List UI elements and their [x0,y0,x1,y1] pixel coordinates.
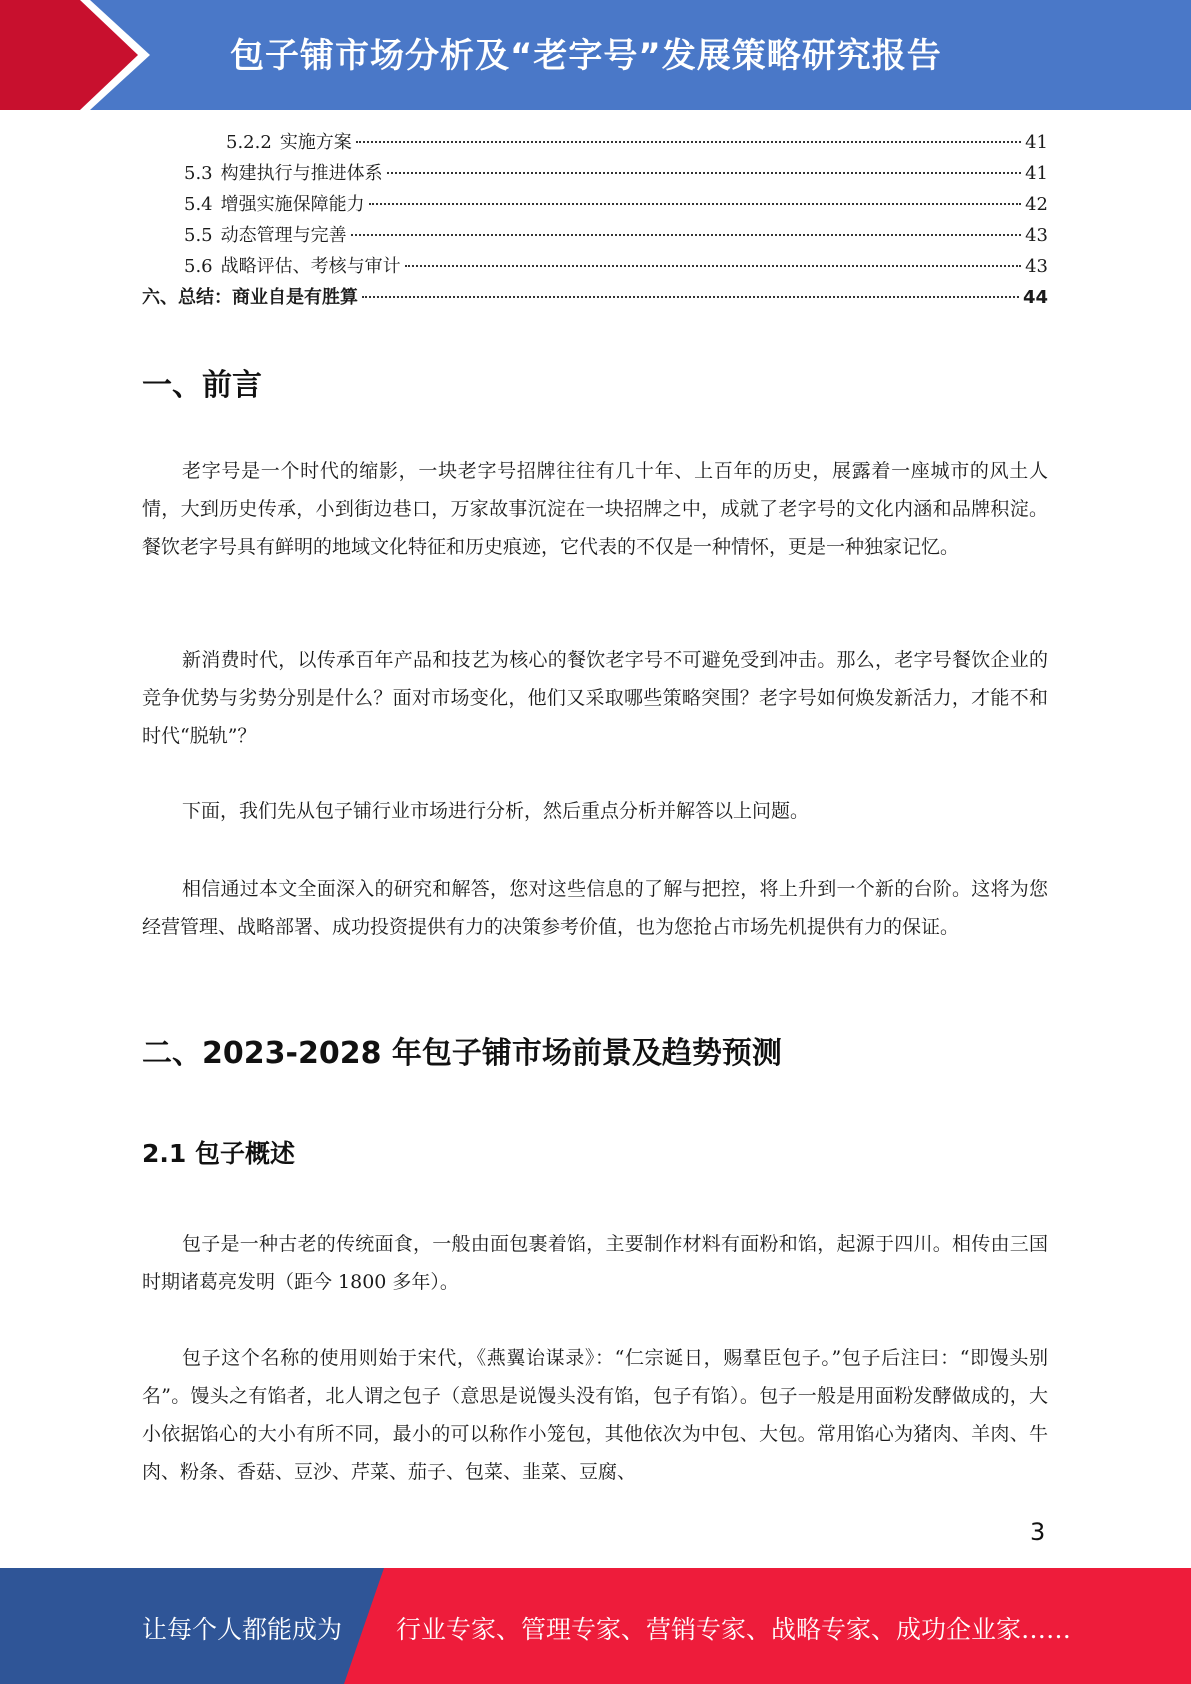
subsection-heading-overview: 2.1 包子概述 [142,1139,295,1168]
toc-entry-title: 战略评估、考核与审计 [220,256,401,277]
toc-entry-page: 42 [1025,194,1048,215]
section-heading-market-outlook: 二、2023-2028 年包子铺市场前景及趋势预测 [142,1036,782,1071]
toc-entry-title: 构建执行与推进体系 [220,163,383,184]
toc-leader-dots [405,265,1021,267]
toc-entry-number: 5.3 [184,163,213,184]
toc-entry[interactable] [142,159,1048,190]
toc-entry-title: 动态管理与完善 [220,225,347,246]
page-number: 3 [1030,1518,1046,1546]
footer-banner [0,1568,1191,1684]
toc-entry[interactable] [142,252,1048,283]
toc-leader-dots [387,172,1021,174]
overview-paragraph-1: 包子是一种古老的传统面食，一般由面包裹着馅，主要制作材料有面粉和馅，起源于四川。相传由三国时期诸葛亮发明（距今 1800 多年）。 [142,1233,1048,1293]
toc-entry[interactable] [142,128,1048,159]
preface-paragraph-1: 老字号是一个时代的缩影，一块老字号招牌往往有几十年、上百年的历史，展露着一座城市的风土人情，大到历史传承，小到街边巷口，万家故事沉淀在一块招牌之中，成就了老字号的文化内涵和品牌积淀。餐饮老字号具有鲜明的地域文化特征和历史痕迹，它代表的不仅是一种情怀，更是一种独家记忆。 [142,460,1048,558]
toc-entry[interactable] [142,283,1048,314]
header-banner [0,0,1191,110]
toc-entry-number: 5.4 [184,194,213,215]
toc-entry-page: 41 [1025,163,1048,184]
preface-paragraph-3: 下面，我们先从包子铺行业市场进行分析，然后重点分析并解答以上问题。 [182,800,810,822]
table-of-contents [142,128,1048,314]
toc-entry[interactable] [142,190,1048,221]
preface-paragraph-4: 相信通过本文全面深入的研究和解答，您对这些信息的了解与把控，将上升到一个新的台阶。这将为您经营管理、战略部署、成功投资提供有力的决策参考价值，也为您抢占市场先机提供有力的保证。 [142,878,1048,938]
toc-entry-number: 5.5 [184,225,213,246]
toc-entry-title: 实施方案 [279,132,352,153]
toc-entry-title: 六、总结：商业自是有胜算 [142,287,358,308]
toc-leader-dots [362,296,1019,298]
toc-leader-dots [369,203,1021,205]
header-title: 包子铺市场分析及“老字号”发展策略研究报告 [230,36,942,76]
toc-entry-number: 5.2.2 [226,132,272,153]
toc-entry-title: 增强实施保障能力 [220,194,365,215]
preface-paragraph-2: 新消费时代，以传承百年产品和技艺为核心的餐饮老字号不可避免受到冲击。那么，老字号餐饮企业的竞争优势与劣势分别是什么？面对市场变化，他们又采取哪些策略突围？老字号如何焕发新活力，才能不和时代“脱轨”？ [142,649,1048,747]
footer-slogan-right: 行业专家、管理专家、营销专家、战略专家、成功企业家…… [396,1615,1072,1644]
toc-entry-page: 41 [1025,132,1048,153]
section-heading-preface: 一、前言 [142,368,262,403]
toc-leader-dots [356,141,1021,143]
toc-leader-dots [351,234,1021,236]
toc-entry-page: 43 [1025,256,1048,277]
overview-paragraph-2: 包子这个名称的使用则始于宋代，《燕翼诒谋录》：“仁宗诞日，赐羣臣包子。”包子后注曰：“即馒头别名”。馒头之有馅者，北人谓之包子（意思是说馒头没有馅，包子有馅）。包子一般是用面粉发酵做成的，大小依据馅心的大小有所不同，最小的可以称作小笼包，其他依次为中包、大包。常用馅心为猪肉、羊肉、牛肉、粉条、香菇、豆沙、芹菜、茄子、包菜、韭菜、豆腐、 [142,1347,1048,1483]
toc-entry-number: 5.6 [184,256,213,277]
toc-entry-page: 43 [1025,225,1048,246]
toc-entry-page: 44 [1022,287,1048,308]
footer-slogan-left: 让每个人都能成为 [142,1615,343,1644]
toc-entry[interactable] [142,221,1048,252]
